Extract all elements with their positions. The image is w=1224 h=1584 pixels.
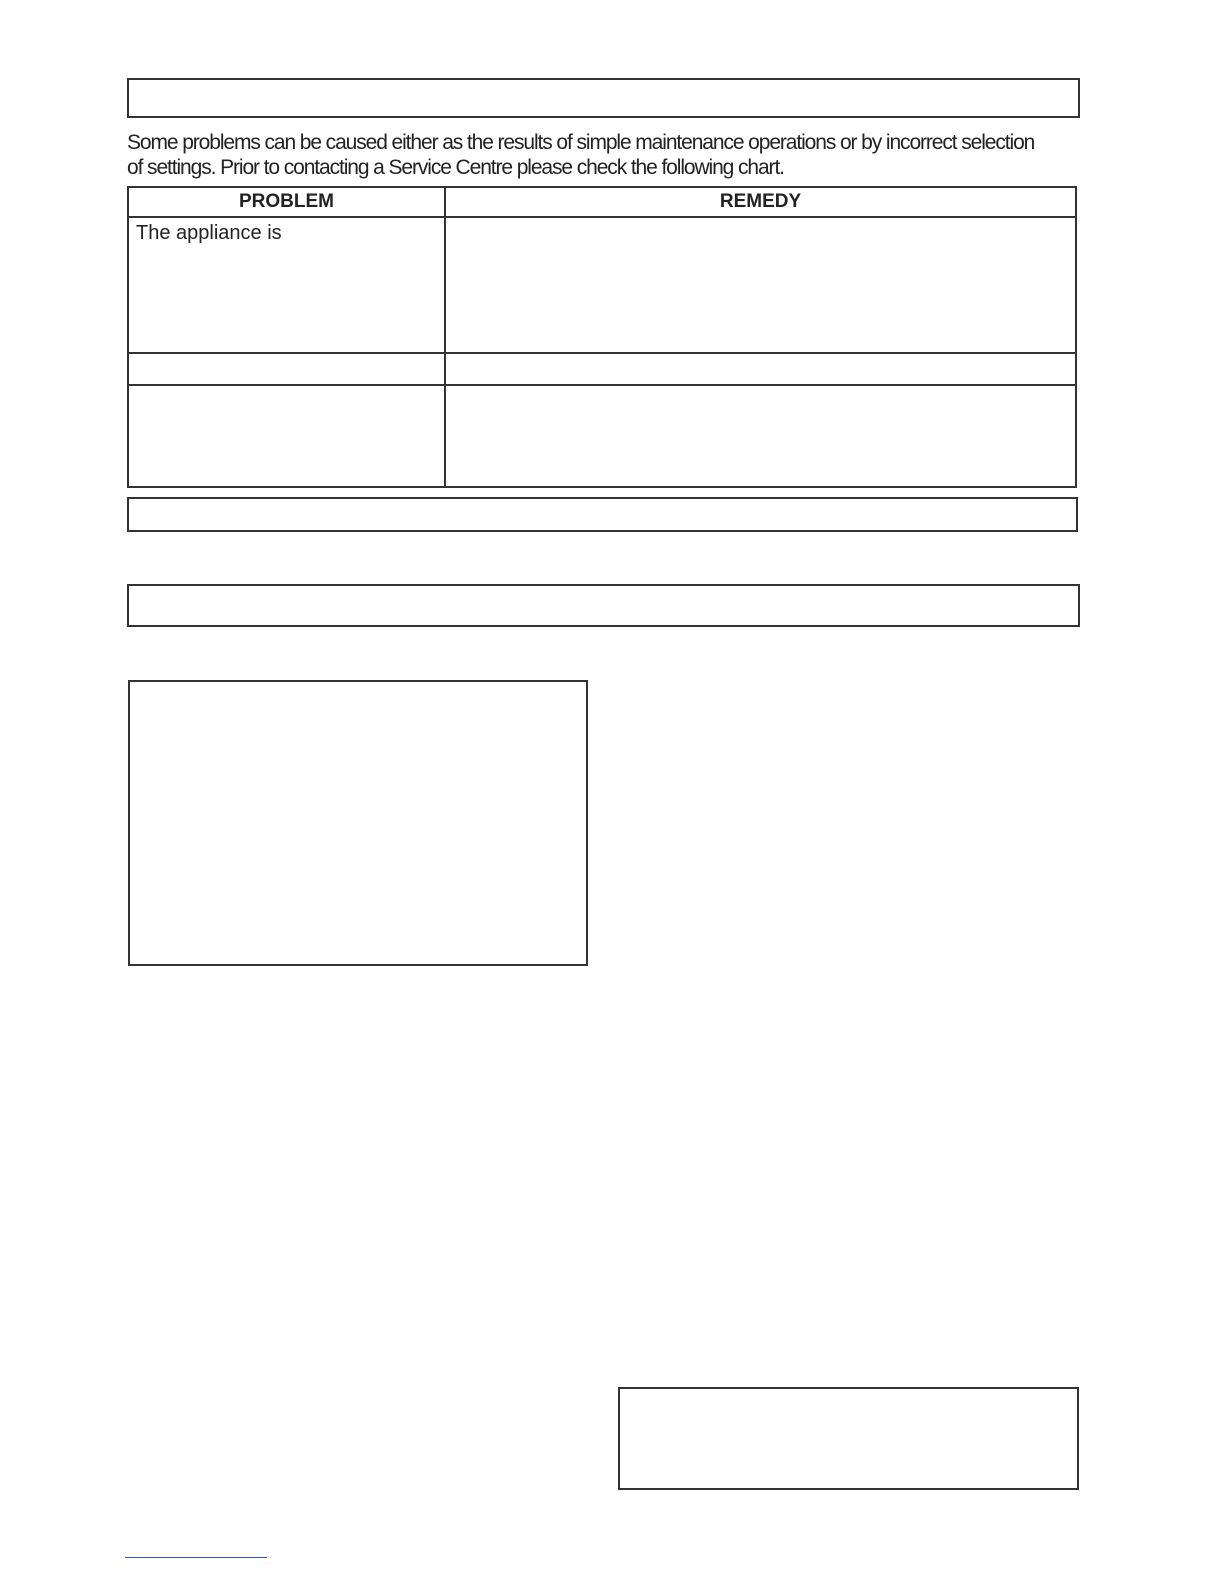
remedy-cell: [445, 385, 1076, 487]
remedy-cell: [445, 353, 1076, 385]
remedy-cell: [445, 217, 1076, 353]
problem-cell: The appliance is: [128, 217, 445, 353]
section-header-banner: [127, 584, 1080, 627]
table-row: [128, 217, 1076, 353]
section-header-banner: [127, 78, 1080, 118]
info-panel: [618, 1387, 1079, 1490]
troubleshooting-table: [127, 186, 1077, 488]
intro-line-1: Some problems can be caused either as the results of simple maintenance operations or by incorrect selection: [127, 131, 1035, 154]
table-header-row: [128, 187, 1076, 217]
problem-cell: [128, 385, 445, 487]
table-row: [128, 385, 1076, 487]
note-banner: [127, 497, 1078, 532]
intro-paragraph: [127, 130, 1087, 180]
table-row: [128, 353, 1076, 385]
problem-cell: [128, 353, 445, 385]
column-header-remedy: REMEDY: [445, 187, 1076, 217]
column-header-problem: PROBLEM: [128, 187, 445, 217]
info-panel: [128, 680, 588, 966]
intro-line-2: of settings. Prior to contacting a Service Centre please check the following chart.: [127, 156, 784, 179]
footer-divider: [125, 1557, 267, 1558]
